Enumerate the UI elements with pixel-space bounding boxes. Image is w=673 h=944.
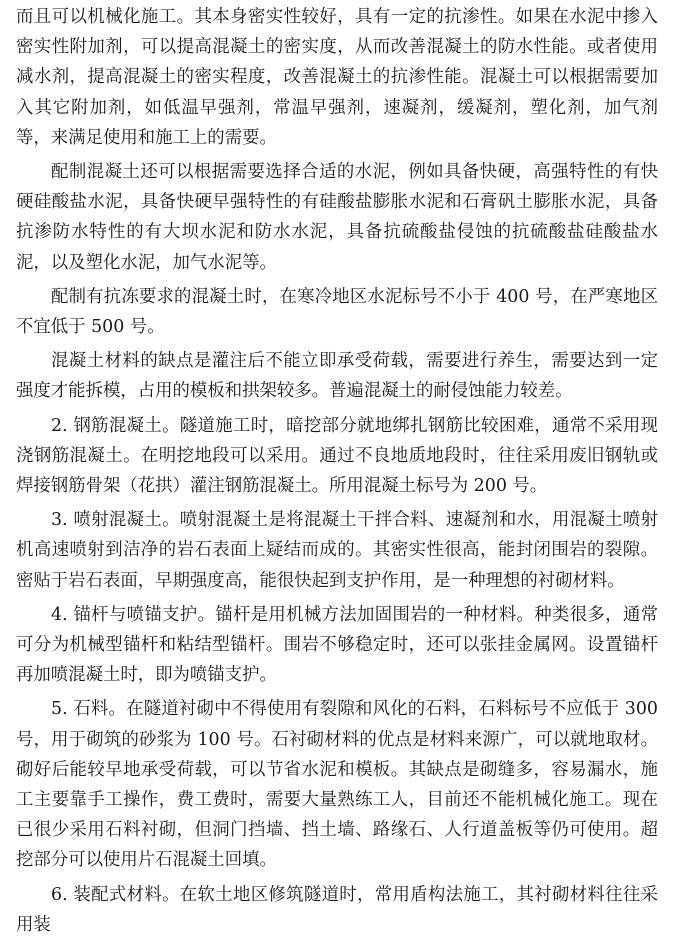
paragraph-concrete-drawbacks: 混凝土材料的缺点是灌注后不能立即承受荷载，需要进行养生，需要达到一定强度才能拆模，占用的模板和拱架较多。普遍混凝土的耐侵蚀能力较差。 — [16, 351, 658, 402]
paragraph-reinforced-concrete: 2. 钢筋混凝土。隧道施工时，暗挖部分就地绑扎钢筋比较困难，通常不采用现浇钢筋混凝土。在明挖地段可以采用。通过不良地质地段时，往往采用废旧钢轨或焊接钢筋骨架（花拱）灌注钢筋混凝土。所用混凝土标号为 200 号。 — [16, 415, 658, 497]
paragraph-frost-resistance: 配制有抗冻要求的混凝土时，在寒冷地区水泥标号不小于 400 号，在严寒地区不宜低于 500 号。 — [16, 286, 658, 338]
paragraph-continuation: 而且可以机械化施工。其本身密实性较好，具有一定的抗渗性。如果在水泥中掺入密实性附加剂，可以提高混凝土的密实度，从而改善混凝土的防水性能。或者使用减水剂，提高混凝土的密实程度，改善混凝土的抗渗性能。混凝土可以根据需要加入其它附加剂，如低温早强剂，常温早强剂，速凝剂，缓凝剂，塑化剂，加气剂等，来满足使用和施工上的需要。 — [16, 7, 658, 148]
document-page — [16, 2, 658, 944]
paragraph-anchor-support: 4. 锚杆与喷锚支护。锚杆是用机械方法加固围岩的一种材料。种类很多，通常可分为机械型锚杆和粘结型锚杆。围岩不够稳定时，还可以张挂金属网。设置锚杆再加喷混凝土时，即为喷锚支护。 — [16, 604, 658, 686]
paragraph-prefabricated-material: 6. 装配式材料。在软土地区修筑隧道时，常用盾构法施工，其衬砌材料往往采用装 — [16, 884, 658, 935]
paragraph-shotcrete: 3. 喷射混凝土。喷射混凝土是将混凝土干拌合料、速凝剂和水，用混凝土喷射机高速喷射到洁净的岩石表面上疑结而成的。其密实性很高，能封闭围岩的裂隙。密贴于岩石表面，早期强度高，能很快起到支护作用，是一种理想的衬砌材料。 — [16, 510, 658, 591]
paragraph-stone-material: 5. 石料。在隧道衬砌中不得使用有裂隙和风化的石料，石料标号不应低于 300 号，用于砌筑的砂浆为 100 号。石衬砌材料的优点是材料来源广，可以就地取材。砌好后能较早地承受荷载，可以节省水泥和模板。其缺点是砌缝多，容易漏水，施工主要靠手工操作，费工费时，需要大量熟练工人，目前还不能机械化施工。现在已很少采用石料衬砌，但洞门挡墙、挡土墙、路缘石、人行道盖板等仍可使用。超挖部分可以使用片石混凝土回填。 — [16, 699, 658, 871]
paragraph-cement-selection: 配制混凝土还可以根据需要选择合适的水泥，例如具备快硬，高强特性的有快硬硅酸盐水泥，具备快硬早强特性的有硅酸盐膨胀水泥和石膏矾土膨胀水泥，具备抗渗防水特性的有大坝水泥和防水水泥，具备抗硫酸盐侵蚀的抗硫酸盐硅酸盐水泥，以及塑化水泥，加气水泥等。 — [16, 162, 658, 273]
